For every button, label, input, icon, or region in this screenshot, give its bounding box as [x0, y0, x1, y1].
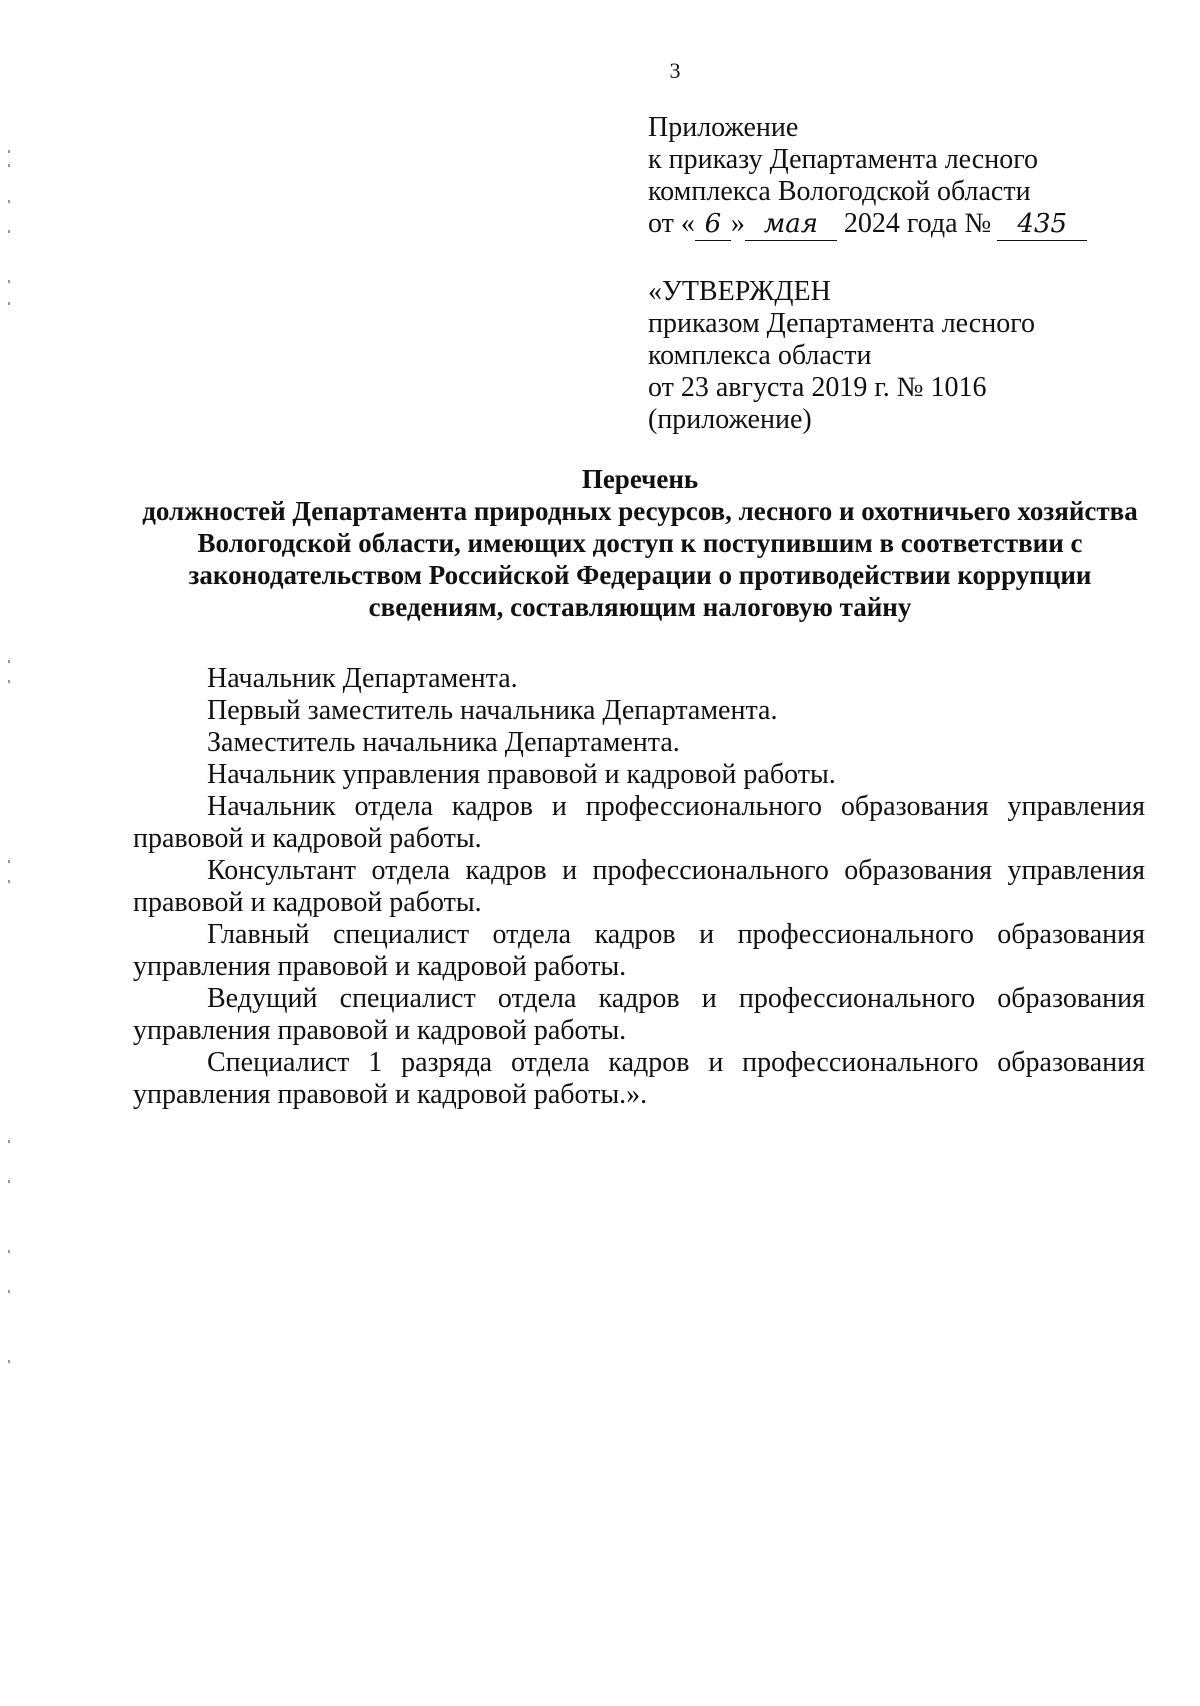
position-item: Начальник управления правовой и кадровой работы.	[207, 759, 836, 790]
position-item: Заместитель начальника Департамента.	[207, 727, 680, 758]
appendix-block	[648, 112, 1087, 241]
date-prefix: от «	[648, 208, 695, 239]
appendix-line-2: к приказу Департамента лесного	[648, 144, 1039, 175]
appendix-line-1: Приложение	[648, 112, 799, 143]
document-title	[120, 463, 1160, 623]
title-heading: Перечень	[581, 464, 699, 494]
approved-line-1: «УТВЕРЖДЕН	[648, 276, 831, 307]
position-item: Консультант отдела кадров и профессионального образования управления правовой и кадровой работы.	[133, 855, 1145, 918]
scan-margin-specks	[8, 140, 38, 1440]
position-item: Начальник отдела кадров и профессионального образования управления правовой и кадровой работы.	[133, 791, 1145, 854]
year-text: 2024 года №	[843, 208, 992, 239]
position-item: Ведущий специалист отдела кадров и профессионального образования управления правовой и кадровой работы.	[133, 983, 1145, 1046]
appendix-line-3: комплекса Вологодской области	[648, 176, 1031, 207]
position-item: Начальник Департамента.	[207, 663, 518, 694]
approved-line-4: от 23 августа 2019 г. № 1016	[648, 372, 987, 403]
approved-line-5: (приложение)	[648, 404, 812, 435]
handwritten-month: мая	[745, 208, 837, 241]
approved-line-3: комплекса области	[648, 340, 872, 371]
page-number: 3	[669, 58, 681, 83]
position-item: Специалист 1 разряда отдела кадров и профессионального образования управления правовой и кадровой работы.».	[133, 1047, 1145, 1110]
approved-block	[648, 276, 1035, 436]
handwritten-day: 6	[695, 208, 731, 241]
appendix-date-line	[648, 208, 1087, 241]
positions-list	[133, 663, 1145, 1111]
position-item: Главный специалист отдела кадров и профессионального образования управления правовой и кадровой работы.	[133, 919, 1145, 982]
approved-line-2: приказом Департамента лесного	[648, 308, 1036, 339]
position-item: Первый заместитель начальника Департамента.	[207, 695, 778, 726]
quote-close: »	[730, 208, 745, 239]
handwritten-order-number: 435	[997, 208, 1087, 241]
title-subtitle: должностей Департамента природных ресурсов, лесного и охотничьего хозяйства Вологодской области, имеющих доступ к поступившим в соответствии с законодательством Российской Федерации о противодействии коррупции сведениям, составляющим налоговую тайну	[142, 496, 1138, 622]
